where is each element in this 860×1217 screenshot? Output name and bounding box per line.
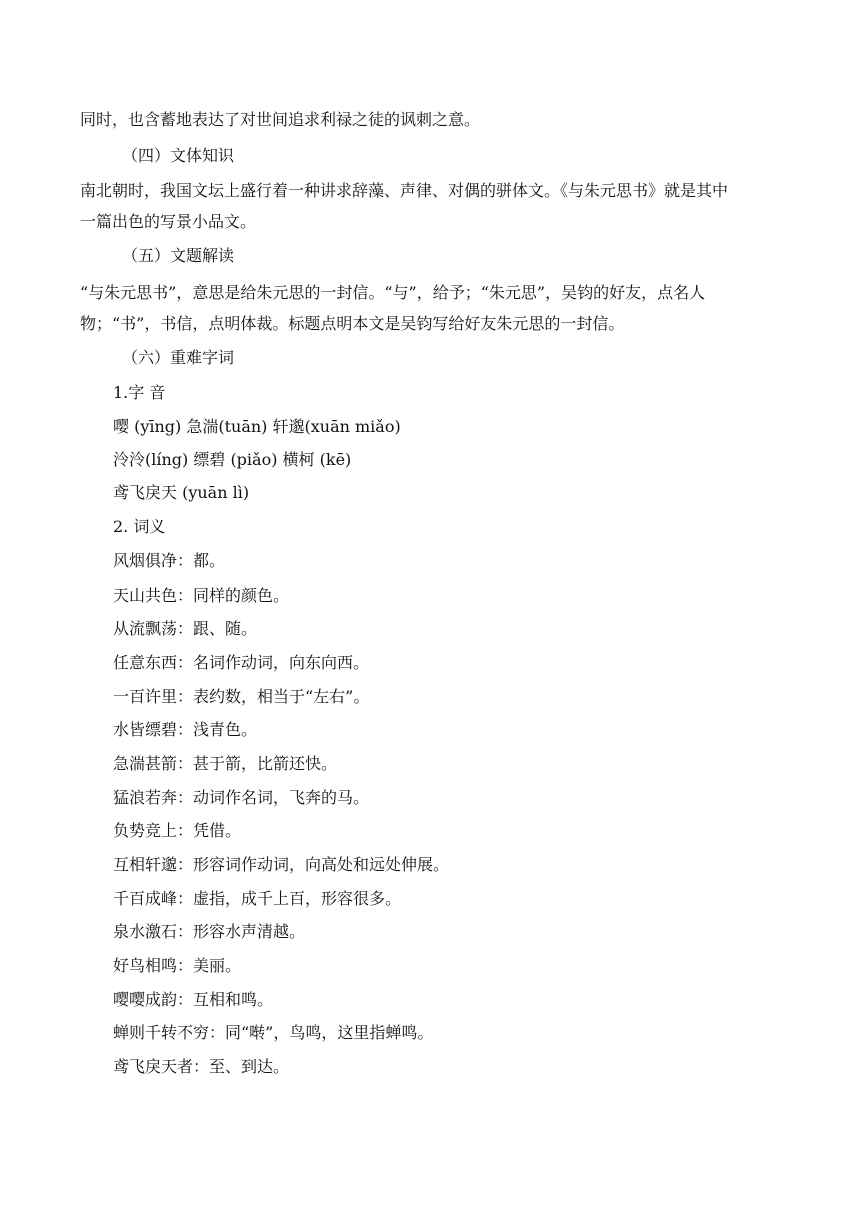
word-meaning-item: 泉水激石：形容水声清越。: [113, 922, 306, 941]
word-meaning-item: 好鸟相鸣：美丽。: [113, 956, 242, 975]
word-meaning-item: 负势竞上：凭借。: [113, 821, 242, 840]
paragraph-line: 一篇出色的写景小品文。: [80, 212, 257, 231]
section-heading-genre: （四）文体知识: [122, 146, 235, 165]
word-meaning-item: 嘤嘤成韵：互相和鸣。: [113, 990, 274, 1009]
word-meaning-item: 天山共色：同样的颜色。: [113, 586, 290, 605]
pronunciation-line: 嘤 (yīng) 急湍(tuān) 轩邈(xuān miǎo): [113, 417, 401, 436]
word-meaning-item: 互相轩邈：形容词作动词，向高处和远处伸展。: [113, 855, 450, 874]
section-heading-title: （五）文题解读: [122, 246, 235, 265]
word-meaning-item: 急湍甚箭：甚于箭，比箭还快。: [113, 754, 338, 773]
paragraph-line: “与朱元思书”，意思是给朱元思的一封信。“与”，给予；“朱元思”，吴钧的好友，点名人: [80, 283, 706, 302]
word-meaning-item: 风烟俱净：都。: [113, 551, 226, 570]
word-meaning-item: 猛浪若奔：动词作名词，飞奔的马。: [113, 788, 370, 807]
word-meaning-item: 水皆缥碧：浅青色。: [113, 720, 258, 739]
paragraph-line: 物；“书”，书信，点明体裁。标题点明本文是吴钧写给好友朱元思的一封信。: [80, 314, 625, 333]
word-meaning-item: 鸢飞戾天者：至、到达。: [113, 1057, 290, 1076]
section-heading-vocab: （六）重难字词: [122, 348, 235, 367]
word-meaning-item: 蝉则千转不穷：同“啭”，鸟鸣，这里指蝉鸣。: [113, 1023, 434, 1042]
word-meaning-item: 任意东西：名词作动词，向东向西。: [113, 653, 370, 672]
word-meaning-item: 千百成峰：虚指，成千上百，形容很多。: [113, 889, 402, 908]
pronunciation-line: 鸢飞戾天 (yuān lì): [113, 483, 250, 502]
subheading-meaning: 2. 词义: [113, 517, 166, 536]
word-meaning-item: 从流飘荡：跟、随。: [113, 619, 258, 638]
word-meaning-item: 一百许里：表约数，相当于“左右”。: [113, 687, 370, 706]
pronunciation-line: 泠泠(líng) 缥碧 (piǎo) 横柯 (kē): [113, 450, 352, 469]
paragraph-line: 同时，也含蓄地表达了对世间追求利禄之徒的讽刺之意。: [80, 110, 481, 129]
paragraph-line: 南北朝时，我国文坛上盛行着一种讲求辞藻、声律、对偶的骈体文。《与朱元思书》就是其中: [80, 181, 729, 200]
subheading-pronunciation: 1.字 音: [113, 383, 166, 402]
